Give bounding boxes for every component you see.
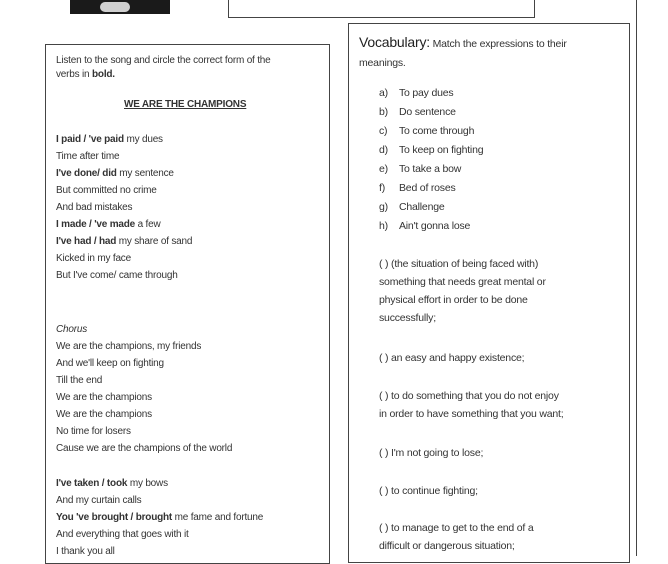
meaning-line: ( ) to manage to get to the end of a bbox=[379, 522, 534, 534]
expression-text: To come through bbox=[399, 125, 475, 137]
vocabulary-header bbox=[359, 34, 567, 50]
lyric-text: a few bbox=[135, 219, 161, 230]
expression-letter: a) bbox=[379, 87, 388, 99]
expression-letter: g) bbox=[379, 201, 388, 213]
lyric-line bbox=[56, 478, 168, 489]
expression-text: Bed of roses bbox=[399, 182, 456, 194]
expression-text: Challenge bbox=[399, 201, 445, 213]
expression-text: Ain't gonna lose bbox=[399, 220, 471, 232]
verb-choice: I've taken / took bbox=[56, 478, 128, 489]
top-header-box bbox=[228, 0, 535, 18]
lyric-line bbox=[56, 185, 157, 196]
lyric-line bbox=[56, 253, 131, 264]
expression-item bbox=[379, 87, 453, 99]
lyric-line bbox=[56, 495, 141, 506]
meaning-line: ( ) an easy and happy existence; bbox=[379, 352, 525, 364]
meaning-line: ( ) to continue fighting; bbox=[379, 485, 478, 497]
expression-item bbox=[379, 163, 461, 175]
expression-item bbox=[379, 220, 470, 232]
instructions-line2 bbox=[56, 69, 115, 80]
expression-item bbox=[379, 182, 456, 194]
lyric-line bbox=[56, 202, 132, 213]
lyric-line: We are the champions bbox=[56, 409, 152, 420]
lyric-line bbox=[56, 151, 119, 162]
meaning-line: something that needs great mental or bbox=[379, 276, 546, 288]
lyric-line bbox=[56, 270, 178, 281]
expression-item bbox=[379, 201, 445, 213]
expression-text: To keep on fighting bbox=[399, 144, 484, 156]
lyric-line: We are the champions, my friends bbox=[56, 341, 202, 352]
lyric-line bbox=[56, 236, 192, 247]
top-photo bbox=[70, 0, 170, 14]
meaning-line: ( ) I'm not going to lose; bbox=[379, 447, 484, 459]
meaning-line: successfully; bbox=[379, 312, 436, 324]
expression-letter: h) bbox=[379, 220, 388, 232]
vocabulary-instruction-line2: meanings. bbox=[359, 57, 406, 69]
chorus-label: Chorus bbox=[56, 324, 88, 335]
expression-letter: b) bbox=[379, 106, 388, 118]
expression-item bbox=[379, 144, 483, 156]
expression-text: To pay dues bbox=[399, 87, 454, 99]
verb-choice: I paid / 've paid bbox=[56, 134, 124, 145]
expression-letter: e) bbox=[379, 163, 388, 175]
lyric-line bbox=[56, 134, 163, 145]
lyric-line bbox=[56, 219, 161, 230]
page-border bbox=[636, 0, 637, 556]
lyric-line bbox=[56, 546, 115, 557]
lyric-text: And everything that goes with it bbox=[56, 529, 189, 540]
vocabulary-instruction: Match the expressions to their bbox=[432, 38, 567, 50]
instructions-line1: Listen to the song and circle the correct form of the bbox=[56, 55, 271, 66]
lyric-line bbox=[56, 168, 174, 179]
lyric-text: Time after time bbox=[56, 151, 120, 162]
expression-text: Do sentence bbox=[399, 106, 456, 118]
verb-choice: I made / 've made bbox=[56, 219, 136, 230]
lyric-text: And bad mistakes bbox=[56, 202, 133, 213]
meaning-line: ( ) to do something that you do not enjoy bbox=[379, 390, 559, 402]
lyric-line: No time for losers bbox=[56, 426, 131, 437]
verb-choice: I've done/ did bbox=[56, 168, 117, 179]
lyric-line: Cause we are the champions of the world bbox=[56, 443, 233, 454]
verb-choice: You 've brought / brought bbox=[56, 512, 173, 523]
meaning-line: physical effort in order to be done bbox=[379, 294, 528, 306]
lyric-text: my dues bbox=[123, 134, 163, 145]
expression-letter: c) bbox=[379, 125, 388, 137]
lyric-text: But I've come/ came through bbox=[56, 270, 178, 281]
expression-letter: f) bbox=[379, 182, 386, 194]
lyric-line: We are the champions bbox=[56, 392, 152, 403]
lyric-line bbox=[56, 529, 189, 540]
instructions-bold: bold. bbox=[92, 69, 115, 80]
lyric-line bbox=[56, 512, 263, 523]
lyric-text: Kicked in my face bbox=[56, 253, 131, 264]
meaning-line: ( ) (the situation of being faced with) bbox=[379, 258, 539, 270]
vocabulary-heading: Vocabulary: bbox=[359, 34, 430, 50]
lyric-text: my share of sand bbox=[116, 236, 193, 247]
lyric-text: But committed no crime bbox=[56, 185, 157, 196]
lyric-text: me fame and fortune bbox=[172, 512, 264, 523]
expression-item bbox=[379, 106, 456, 118]
lyric-line: Till the end bbox=[56, 375, 103, 386]
expression-letter: d) bbox=[379, 144, 388, 156]
instructions-line2-text: verbs in bbox=[56, 69, 92, 80]
lyric-text: my sentence bbox=[116, 168, 174, 179]
lyric-line: And we'll keep on fighting bbox=[56, 358, 164, 369]
meaning-line: difficult or dangerous situation; bbox=[379, 540, 515, 552]
lyrics-panel bbox=[45, 44, 330, 564]
meaning-line: in order to have something that you want; bbox=[379, 408, 564, 420]
vocabulary-panel bbox=[348, 23, 630, 563]
lyric-text: my bows bbox=[127, 478, 168, 489]
lyric-text: And my curtain calls bbox=[56, 495, 142, 506]
expression-text: To take a bow bbox=[399, 163, 462, 175]
expression-item bbox=[379, 125, 474, 137]
song-title: WE ARE THE CHAMPIONS bbox=[124, 99, 247, 110]
verb-choice: I've had / had bbox=[56, 236, 117, 247]
lyric-text: I thank you all bbox=[56, 546, 115, 557]
